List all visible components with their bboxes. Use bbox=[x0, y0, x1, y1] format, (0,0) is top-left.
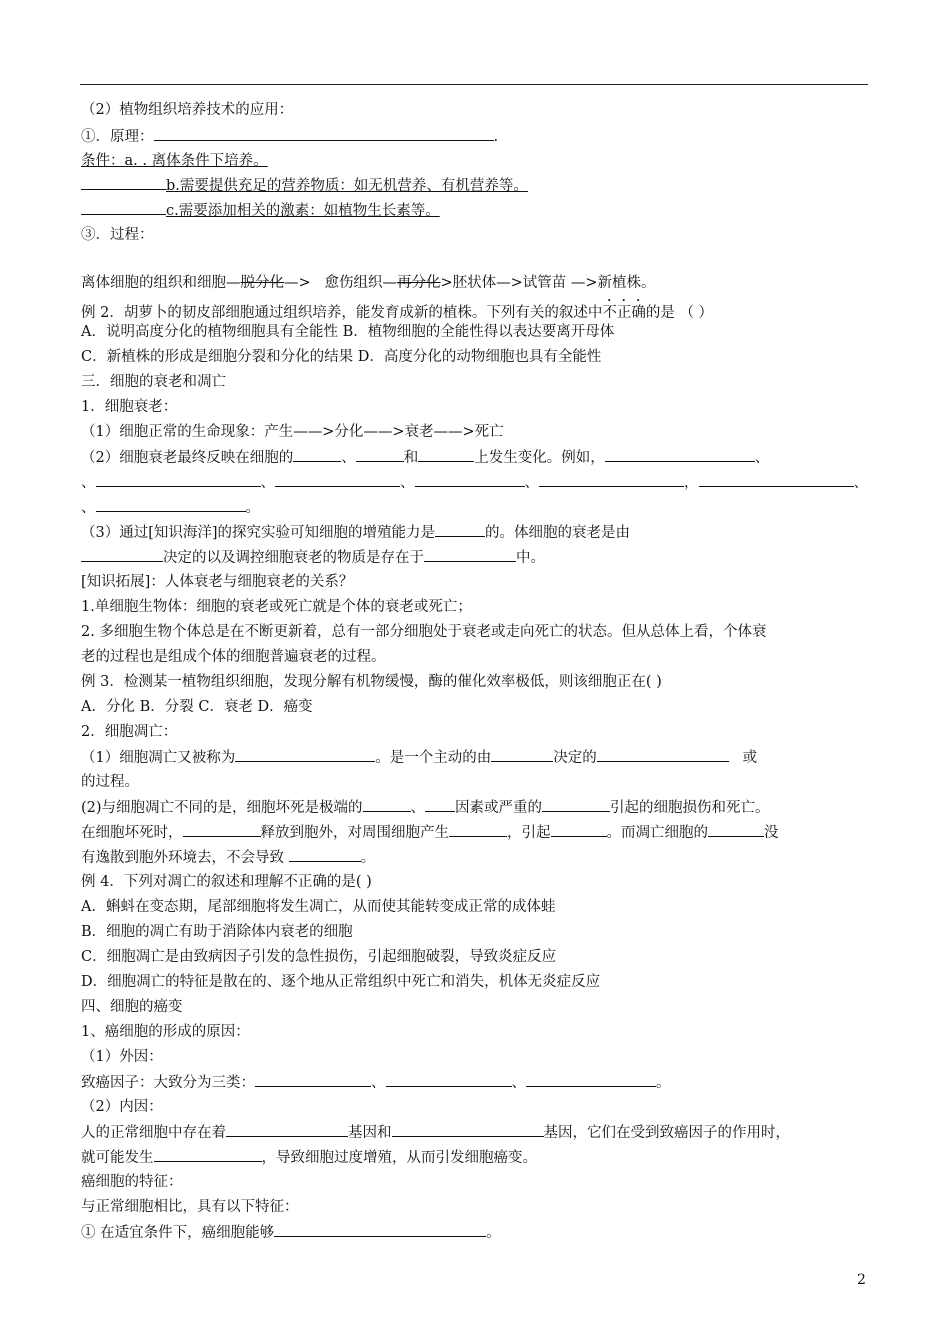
process-flow: 离体细胞的组织和细胞—脱分化—> 愈伤组织—再分化>胚状体—>试管苗 —>新植株。 bbox=[81, 275, 656, 291]
ex4-option-c: C．细胞凋亡是由致病因子引发的急性损伤，引起细胞破裂，导致炎症反应 bbox=[81, 949, 557, 965]
internal-2: 就可能发生 ，导致细胞过度增殖，从而引发细胞癌变。 bbox=[81, 1147, 537, 1168]
ex4-question: 例 4．下列对凋亡的叙述和理解不正确的是( ) bbox=[81, 874, 372, 890]
ex2-question: 例 2．胡萝卜的韧皮部细胞通过组织培养，能发育成新的植株。下列有关的叙述中不正确的是 （ ） bbox=[81, 305, 714, 321]
apop-3: (2)与细胞凋亡不同的是，细胞坏死是极端的 、 因素或严重的 引起的细胞损伤和死亡。 bbox=[81, 797, 770, 818]
feature-1: ① 在适宜条件下，癌细胞能够 。 bbox=[81, 1222, 501, 1243]
ext-title: [知识拓展]：人体衰老与细胞衰老的关系？ bbox=[81, 574, 354, 590]
cancer-cause: 1、癌细胞的形成的原因： bbox=[81, 1024, 250, 1040]
sec3-title: 三．细胞的衰老和凋亡 bbox=[81, 374, 226, 390]
principle-line: ①．原理： . bbox=[81, 126, 498, 147]
ext-2: 2. 多细胞生物个体总是在不断更新着，总有一部分细胞处于衰老或走向死亡的状态。但从总体上看，个体衰 bbox=[81, 624, 767, 640]
carcinogens: 致癌因子：大致分为三类： 、 、 。 bbox=[81, 1072, 671, 1093]
ex3-question: 例 3．检测某一植物组织细胞，发现分解有机物缓慢，酶的催化效率极低，则该细胞正在( ) bbox=[81, 674, 662, 690]
page-number: 2 bbox=[857, 1272, 866, 1288]
ex4-option-a: A．蝌蚪在变态期，尾部细胞将发生凋亡，从而使其能转变成正常的成体蛙 bbox=[81, 899, 556, 915]
ext-3: 老的过程也是组成个体的细胞普遍衰老的过程。 bbox=[81, 649, 386, 665]
condition-b: b.需要提供充足的营养物质：如无机营养、有机营养等。 bbox=[81, 175, 528, 196]
ex3-options: A．分化 B．分裂 C．衰老 D．癌变 bbox=[81, 699, 313, 715]
ex4-option-d: D．细胞凋亡的特征是散在的、逐个地从正常组织中死亡和消失，机体无炎症反应 bbox=[81, 974, 601, 990]
apop-5: 有逸散到胞外环境去，不会导致 。 bbox=[81, 847, 375, 868]
apop-2: 的过程。 bbox=[81, 774, 139, 790]
features-title: 癌细胞的特征： bbox=[81, 1174, 183, 1190]
aging-4: （3）通过[知识海洋]的探究实验可知细胞的增殖能力是 的。体细胞的衰老是由 bbox=[81, 522, 630, 543]
aging-3b: 、 。 bbox=[81, 497, 260, 518]
ex2-options-cd: C．新植株的形成是细胞分裂和分化的结果 D．高度分化的动物细胞也具有全能性 bbox=[81, 349, 602, 365]
ex4-option-b: B．细胞的凋亡有助于消除体内衰老的细胞 bbox=[81, 924, 353, 940]
ex2-options-ab: A．说明高度分化的植物细胞具有全能性 B．植物细胞的全能性得以表达要离开母体 bbox=[81, 324, 615, 340]
aging-3: 、 、 、 、 ， 、 bbox=[81, 472, 868, 493]
sec4-title: 四、细胞的癌变 bbox=[81, 999, 183, 1015]
features-intro: 与正常细胞相比，具有以下特征： bbox=[81, 1199, 299, 1215]
apop-title: 2．细胞凋亡： bbox=[81, 724, 178, 740]
apop-4: 在细胞坏死时， 释放到胞外，对周围细胞产生 ，引起 。而凋亡细胞的 没 bbox=[81, 822, 779, 843]
condition-a: 条件：a. . 离体条件下培养。 bbox=[81, 153, 268, 169]
apop-1: （1）细胞凋亡又被称为 。是一个主动的由 决定的 或 bbox=[81, 747, 757, 768]
condition-c: c.需要添加相关的激素：如植物生长素等。 bbox=[81, 200, 440, 221]
aging-title: 1．细胞衰老： bbox=[81, 399, 178, 415]
header-rule bbox=[80, 84, 868, 85]
aging-2: （2）细胞衰老最终反映在细胞的 、 和 上发生变化。例如， 、 bbox=[81, 447, 769, 468]
sec2-title: （2）植物组织培养技术的应用： bbox=[81, 102, 294, 118]
principle-blank[interactable] bbox=[154, 126, 494, 141]
process-label: ③．过程： bbox=[81, 227, 154, 243]
cancer-internal: （2）内因： bbox=[81, 1099, 163, 1115]
cancer-external: （1）外因： bbox=[81, 1049, 163, 1065]
aging-5: 决定的以及调控细胞衰老的物质是存在于 中。 bbox=[81, 547, 545, 568]
ext-1: 1.单细胞生物体：细胞的衰老或死亡就是个体的衰老或死亡； bbox=[81, 599, 472, 615]
internal-1: 人的正常细胞中存在着 基因和 基因，它们在受到致癌因子的作用时， bbox=[81, 1122, 790, 1143]
aging-1: （1）细胞正常的生命现象：产生——>分化——>衰老——>死亡 bbox=[81, 424, 504, 440]
